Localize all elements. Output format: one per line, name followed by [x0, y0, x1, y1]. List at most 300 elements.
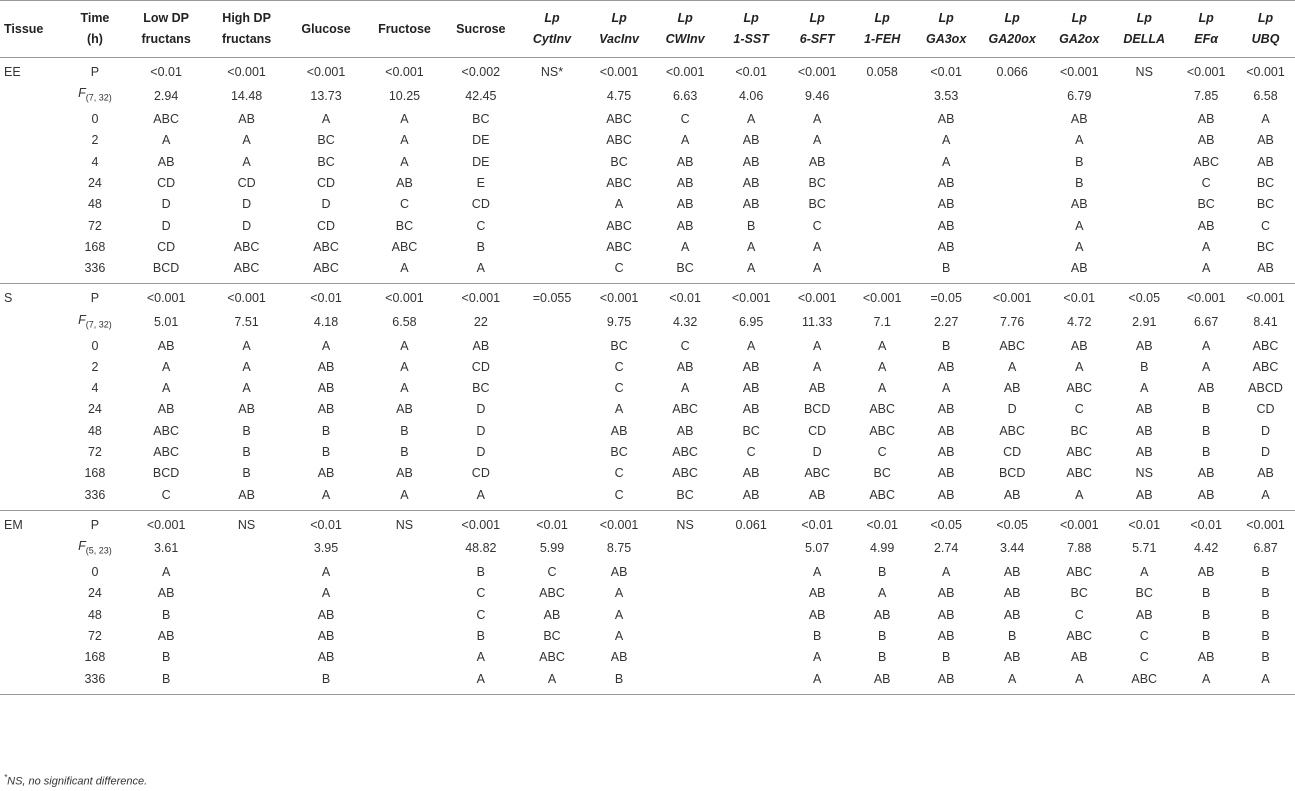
- value-cell: 13.73: [310, 88, 342, 103]
- value-cell: AB: [937, 239, 955, 254]
- value-cell: B: [1261, 650, 1270, 665]
- value-cell: 6.87: [1253, 541, 1278, 556]
- value-cell: <0.05: [930, 517, 962, 532]
- value-cell: AB: [676, 218, 694, 233]
- column-header: [784, 1, 850, 58]
- value-cell: A: [400, 112, 409, 127]
- value-cell: ABC: [606, 133, 632, 148]
- table-row: [0, 378, 1295, 399]
- value-cell: B: [1261, 586, 1270, 601]
- tissue-cell: EE: [4, 65, 21, 79]
- value-cell: AB: [742, 175, 760, 190]
- value-cell: [978, 83, 1046, 109]
- table-row: [0, 626, 1295, 647]
- value-cell: ABC: [1066, 565, 1093, 580]
- tissue-group: [0, 284, 1295, 510]
- value-cell: ABC: [606, 239, 632, 254]
- value-cell: BC: [317, 133, 335, 148]
- value-cell: [1112, 194, 1176, 215]
- value-cell: [850, 194, 914, 215]
- value-cell: ABC: [1252, 359, 1279, 374]
- value-cell: B: [746, 218, 756, 233]
- value-cell: A: [1008, 359, 1017, 374]
- f-statistic-label: F: [78, 539, 86, 554]
- value-cell: <0.01: [735, 65, 767, 79]
- value-cell: 0.066: [996, 65, 1028, 79]
- value-cell: A: [242, 359, 251, 374]
- value-cell: A: [1075, 239, 1084, 254]
- time-cell: 48: [87, 197, 102, 212]
- column-header-line1: Lp: [938, 11, 954, 25]
- value-cell: [365, 605, 443, 626]
- column-header-line2: 1-SST: [733, 32, 769, 46]
- value-cell: ABC: [672, 445, 698, 460]
- value-cell: A: [746, 338, 756, 353]
- table-row: [0, 399, 1295, 420]
- value-cell: <0.001: [385, 65, 424, 79]
- value-cell: =0.055: [532, 291, 572, 306]
- table-row: [0, 583, 1295, 604]
- value-cell: <0.001: [599, 65, 639, 79]
- value-cell: BCD: [152, 466, 180, 481]
- value-cell: AB: [742, 487, 760, 502]
- value-cell: ABC: [313, 239, 339, 254]
- value-cell: A: [878, 338, 887, 353]
- value-cell: AB: [742, 197, 760, 212]
- time-cell: 48: [87, 607, 102, 622]
- time-cell: 24: [87, 402, 102, 417]
- value-cell: BC: [472, 112, 490, 127]
- value-cell: <0.001: [862, 291, 902, 306]
- value-cell: B: [941, 338, 951, 353]
- value-cell: 8.41: [1253, 315, 1278, 330]
- value-cell: AB: [1003, 565, 1021, 580]
- value-cell: BC: [808, 175, 826, 190]
- value-cell: <0.001: [306, 65, 346, 79]
- value-cell: [518, 216, 586, 237]
- value-cell: NS: [1135, 65, 1153, 79]
- column-header: [1176, 1, 1236, 58]
- value-cell: B: [1075, 154, 1084, 169]
- value-cell: A: [746, 261, 756, 276]
- value-cell: 3.95: [313, 541, 339, 556]
- value-cell: 7.76: [1000, 315, 1025, 330]
- value-cell: AB: [610, 565, 628, 580]
- value-cell: ABC: [539, 586, 565, 601]
- value-cell: A: [161, 381, 171, 396]
- value-cell: B: [242, 445, 251, 460]
- column-header: [1046, 1, 1112, 58]
- value-cell: B: [242, 423, 251, 438]
- value-cell: BC: [317, 154, 335, 169]
- value-cell: ABC: [999, 423, 1026, 438]
- value-cell: AB: [742, 381, 760, 396]
- value-cell: A: [476, 261, 485, 276]
- value-cell: A: [400, 154, 409, 169]
- value-cell: 42.45: [465, 88, 497, 103]
- tissue-cell: [0, 173, 64, 194]
- value-cell: [652, 562, 718, 583]
- tissue-cell: [0, 237, 64, 258]
- value-cell: [206, 647, 286, 668]
- value-cell: AB: [1070, 650, 1088, 665]
- value-cell: A: [878, 381, 887, 396]
- value-cell: AB: [808, 487, 826, 502]
- value-cell: AB: [937, 466, 955, 481]
- value-cell: <0.01: [310, 517, 342, 532]
- value-cell: A: [476, 671, 485, 686]
- value-cell: <0.001: [992, 291, 1032, 306]
- value-cell: CD: [1256, 402, 1275, 417]
- value-cell: A: [1261, 671, 1270, 686]
- column-header: [287, 1, 365, 58]
- value-cell: AB: [873, 607, 891, 622]
- value-cell: A: [161, 565, 171, 580]
- value-cell: <0.001: [665, 65, 705, 79]
- table-row: [0, 647, 1295, 668]
- value-cell: ABC: [999, 338, 1026, 353]
- value-cell: A: [1261, 487, 1270, 502]
- value-cell: AB: [396, 466, 413, 481]
- value-cell: <0.001: [731, 291, 771, 306]
- value-cell: [718, 605, 784, 626]
- value-cell: A: [1008, 671, 1017, 686]
- column-header-line1: Fructose: [378, 21, 431, 36]
- value-cell: AB: [937, 359, 955, 374]
- value-cell: AB: [1257, 261, 1274, 276]
- table-row: [0, 536, 1295, 562]
- value-cell: AB: [1135, 423, 1153, 438]
- value-cell: <0.01: [536, 517, 568, 532]
- value-cell: AB: [238, 402, 255, 417]
- value-cell: AB: [157, 154, 175, 169]
- value-cell: A: [813, 338, 822, 353]
- value-cell: C: [614, 261, 624, 276]
- time-cell: 24: [87, 586, 102, 601]
- value-cell: [718, 583, 784, 604]
- time-cell: 24: [87, 175, 102, 190]
- value-cell: <0.001: [461, 517, 501, 532]
- value-cell: AB: [937, 218, 955, 233]
- value-cell: BC: [1135, 586, 1153, 601]
- value-cell: B: [161, 671, 171, 686]
- value-cell: [978, 237, 1046, 258]
- value-cell: AB: [742, 359, 760, 374]
- value-cell: <0.001: [227, 65, 266, 79]
- value-cell: [206, 562, 286, 583]
- value-cell: NS: [237, 517, 256, 532]
- tissue-group: [0, 58, 1295, 284]
- value-cell: AB: [238, 487, 255, 502]
- value-cell: 4.18: [313, 315, 339, 330]
- value-cell: [1112, 173, 1176, 194]
- value-cell: C: [476, 607, 486, 622]
- value-cell: ABC: [672, 402, 698, 417]
- table-row: [0, 194, 1295, 215]
- value-cell: [206, 669, 286, 695]
- value-cell: A: [476, 487, 485, 502]
- column-header-line2: VacInv: [599, 32, 639, 46]
- value-cell: A: [680, 133, 690, 148]
- tissue-cell: [0, 536, 64, 562]
- value-cell: AB: [1003, 607, 1021, 622]
- value-cell: B: [161, 650, 171, 665]
- value-cell: ABC: [233, 261, 260, 276]
- value-cell: B: [1201, 607, 1211, 622]
- value-cell: 7.51: [234, 315, 259, 330]
- column-header: [365, 1, 443, 58]
- value-cell: [518, 83, 586, 109]
- value-cell: B: [321, 445, 331, 460]
- value-cell: CD: [471, 359, 490, 374]
- value-cell: A: [1201, 671, 1211, 686]
- value-cell: D: [242, 197, 252, 212]
- value-cell: A: [1140, 565, 1149, 580]
- column-header: [126, 1, 206, 58]
- value-cell: NS: [1135, 466, 1153, 481]
- value-cell: AB: [396, 402, 413, 417]
- value-cell: [518, 194, 586, 215]
- column-header-line1: Lp: [809, 11, 825, 25]
- value-cell: AB: [676, 197, 694, 212]
- column-header-line2: 6-SFT: [799, 32, 835, 46]
- value-cell: <0.01: [1128, 517, 1161, 532]
- value-cell: 9.75: [606, 315, 632, 330]
- value-cell: DE: [472, 154, 490, 169]
- value-cell: B: [321, 671, 331, 686]
- column-header: [652, 1, 718, 58]
- value-cell: BC: [610, 338, 628, 353]
- value-cell: AB: [937, 586, 955, 601]
- column-header: [0, 1, 64, 58]
- table-row: [0, 173, 1295, 194]
- value-cell: [518, 336, 586, 357]
- value-cell: ABC: [1066, 466, 1093, 481]
- value-cell: B: [321, 423, 331, 438]
- value-cell: [1112, 237, 1176, 258]
- table-row: [0, 58, 1295, 84]
- value-cell: A: [242, 133, 251, 148]
- value-cell: ABC: [606, 218, 632, 233]
- value-cell: <0.001: [1246, 291, 1285, 306]
- value-cell: B: [1261, 565, 1270, 580]
- value-cell: A: [161, 133, 171, 148]
- value-cell: [652, 669, 718, 695]
- value-cell: C: [614, 466, 624, 481]
- value-cell: [365, 647, 443, 668]
- time-cell: 168: [84, 239, 106, 254]
- value-cell: BC: [676, 487, 694, 502]
- value-cell: <0.001: [385, 291, 424, 306]
- value-cell: BC: [1070, 586, 1088, 601]
- value-cell: AB: [1197, 650, 1215, 665]
- value-cell: B: [1201, 423, 1211, 438]
- value-cell: 5.99: [539, 541, 565, 556]
- value-cell: [518, 442, 586, 463]
- value-cell: [206, 536, 286, 562]
- value-cell: AB: [1003, 650, 1021, 665]
- value-cell: [652, 626, 718, 647]
- time-cell: 168: [84, 650, 106, 665]
- value-cell: 5.71: [1132, 541, 1157, 556]
- value-cell: AB: [1257, 154, 1274, 169]
- value-cell: CD: [471, 197, 490, 212]
- value-cell: AB: [1070, 261, 1088, 276]
- tissue-cell: [0, 485, 64, 511]
- f-statistic-label: F: [78, 86, 86, 101]
- value-cell: BC: [1256, 175, 1275, 190]
- value-cell: AB: [1070, 338, 1088, 353]
- value-cell: A: [746, 112, 756, 127]
- table-row: [0, 130, 1295, 151]
- column-header: [850, 1, 914, 58]
- value-cell: AB: [1197, 466, 1215, 481]
- value-cell: D: [476, 402, 486, 417]
- value-cell: <0.01: [1063, 291, 1096, 306]
- value-cell: D: [1261, 445, 1271, 460]
- value-cell: A: [614, 586, 624, 601]
- value-cell: A: [614, 628, 624, 643]
- value-cell: [652, 647, 718, 668]
- value-cell: ABC: [233, 239, 260, 254]
- tissue-cell: [0, 310, 64, 336]
- tissue-cell: [0, 258, 64, 284]
- value-cell: 5.07: [805, 541, 830, 556]
- value-cell: AB: [1197, 381, 1215, 396]
- value-cell: <0.05: [996, 517, 1028, 532]
- column-header-line2: DELLA: [1123, 32, 1166, 46]
- value-cell: <0.001: [599, 517, 639, 532]
- column-header: [586, 1, 652, 58]
- value-cell: AB: [676, 359, 694, 374]
- value-cell: A: [941, 154, 951, 169]
- f-degrees-of-freedom: (7, 32): [85, 319, 112, 330]
- value-cell: BC: [808, 197, 826, 212]
- table-row: [0, 357, 1295, 378]
- column-header-line2: UBQ: [1251, 32, 1280, 46]
- value-cell: A: [400, 487, 409, 502]
- table-row: [0, 336, 1295, 357]
- value-cell: A: [321, 586, 331, 601]
- value-cell: AB: [742, 154, 760, 169]
- value-cell: 4.99: [870, 541, 895, 556]
- value-cell: C: [399, 197, 409, 212]
- value-cell: B: [1201, 445, 1211, 460]
- value-cell: 0.058: [866, 65, 898, 79]
- value-cell: D: [812, 445, 822, 460]
- value-cell: <0.001: [146, 517, 186, 532]
- value-cell: A: [813, 133, 822, 148]
- column-header: [1112, 1, 1176, 58]
- value-cell: A: [161, 359, 171, 374]
- footnote-text: NS, no significant difference.: [7, 775, 148, 788]
- value-cell: 5.01: [153, 315, 179, 330]
- value-cell: AB: [157, 338, 175, 353]
- value-cell: CD: [317, 175, 336, 190]
- column-header-line1: Lp: [874, 11, 890, 25]
- value-cell: [518, 130, 586, 151]
- value-cell: A: [614, 197, 624, 212]
- value-cell: A: [614, 402, 624, 417]
- tissue-cell: [0, 357, 64, 378]
- value-cell: C: [614, 487, 624, 502]
- value-cell: AB: [937, 402, 955, 417]
- value-cell: 6.67: [1193, 315, 1219, 330]
- value-cell: B: [813, 628, 822, 643]
- value-cell: A: [941, 565, 951, 580]
- value-cell: [518, 463, 586, 484]
- value-cell: C: [476, 586, 486, 601]
- value-cell: C: [1074, 402, 1084, 417]
- value-cell: 2.94: [153, 88, 179, 103]
- value-cell: ABC: [313, 261, 339, 276]
- table-row: [0, 258, 1295, 284]
- value-cell: [978, 258, 1046, 284]
- column-header-line2: fructans: [141, 32, 191, 46]
- tissue-group: [0, 510, 1295, 694]
- value-cell: <0.001: [797, 291, 837, 306]
- value-cell: B: [476, 628, 485, 643]
- value-cell: A: [321, 112, 331, 127]
- time-cell: 336: [84, 487, 106, 502]
- value-cell: [978, 152, 1046, 173]
- value-cell: B: [614, 671, 624, 686]
- column-header: [718, 1, 784, 58]
- column-header: [914, 1, 978, 58]
- time-cell: [64, 310, 126, 336]
- column-header-line2: GA20ox: [988, 32, 1036, 46]
- value-cell: 7.88: [1067, 541, 1092, 556]
- value-cell: <0.01: [1190, 517, 1222, 532]
- value-cell: AB: [1135, 607, 1153, 622]
- value-cell: A: [321, 338, 331, 353]
- value-cell: B: [1075, 175, 1084, 190]
- table-row: [0, 669, 1295, 695]
- value-cell: AB: [1070, 112, 1088, 127]
- value-cell: <0.001: [1186, 291, 1226, 306]
- value-cell: AB: [873, 671, 891, 686]
- value-cell: AB: [1197, 565, 1215, 580]
- f-degrees-of-freedom: (5, 23): [85, 545, 112, 556]
- tissue-cell: [0, 83, 64, 109]
- table-row: [0, 152, 1295, 173]
- time-cell: 2: [91, 359, 99, 374]
- value-cell: [518, 152, 586, 173]
- value-cell: A: [400, 133, 409, 148]
- time-cell: 168: [84, 466, 106, 481]
- value-cell: 4.75: [606, 88, 632, 103]
- table-header: [0, 1, 1295, 58]
- value-cell: A: [321, 565, 331, 580]
- value-cell: 2.74: [933, 541, 959, 556]
- value-cell: D: [1007, 402, 1017, 417]
- value-cell: [850, 216, 914, 237]
- time-cell: 2: [91, 133, 99, 148]
- value-cell: D: [321, 197, 331, 212]
- value-cell: [365, 536, 443, 562]
- value-cell: B: [941, 261, 951, 276]
- value-cell: 6.63: [672, 88, 698, 103]
- value-cell: B: [242, 466, 251, 481]
- time-cell: [64, 536, 126, 562]
- value-cell: A: [1075, 487, 1084, 502]
- value-cell: 6.58: [392, 315, 417, 330]
- value-cell: [518, 173, 586, 194]
- value-cell: 7.85: [1193, 88, 1219, 103]
- value-cell: [850, 130, 914, 151]
- value-cell: D: [161, 197, 171, 212]
- value-cell: B: [878, 650, 887, 665]
